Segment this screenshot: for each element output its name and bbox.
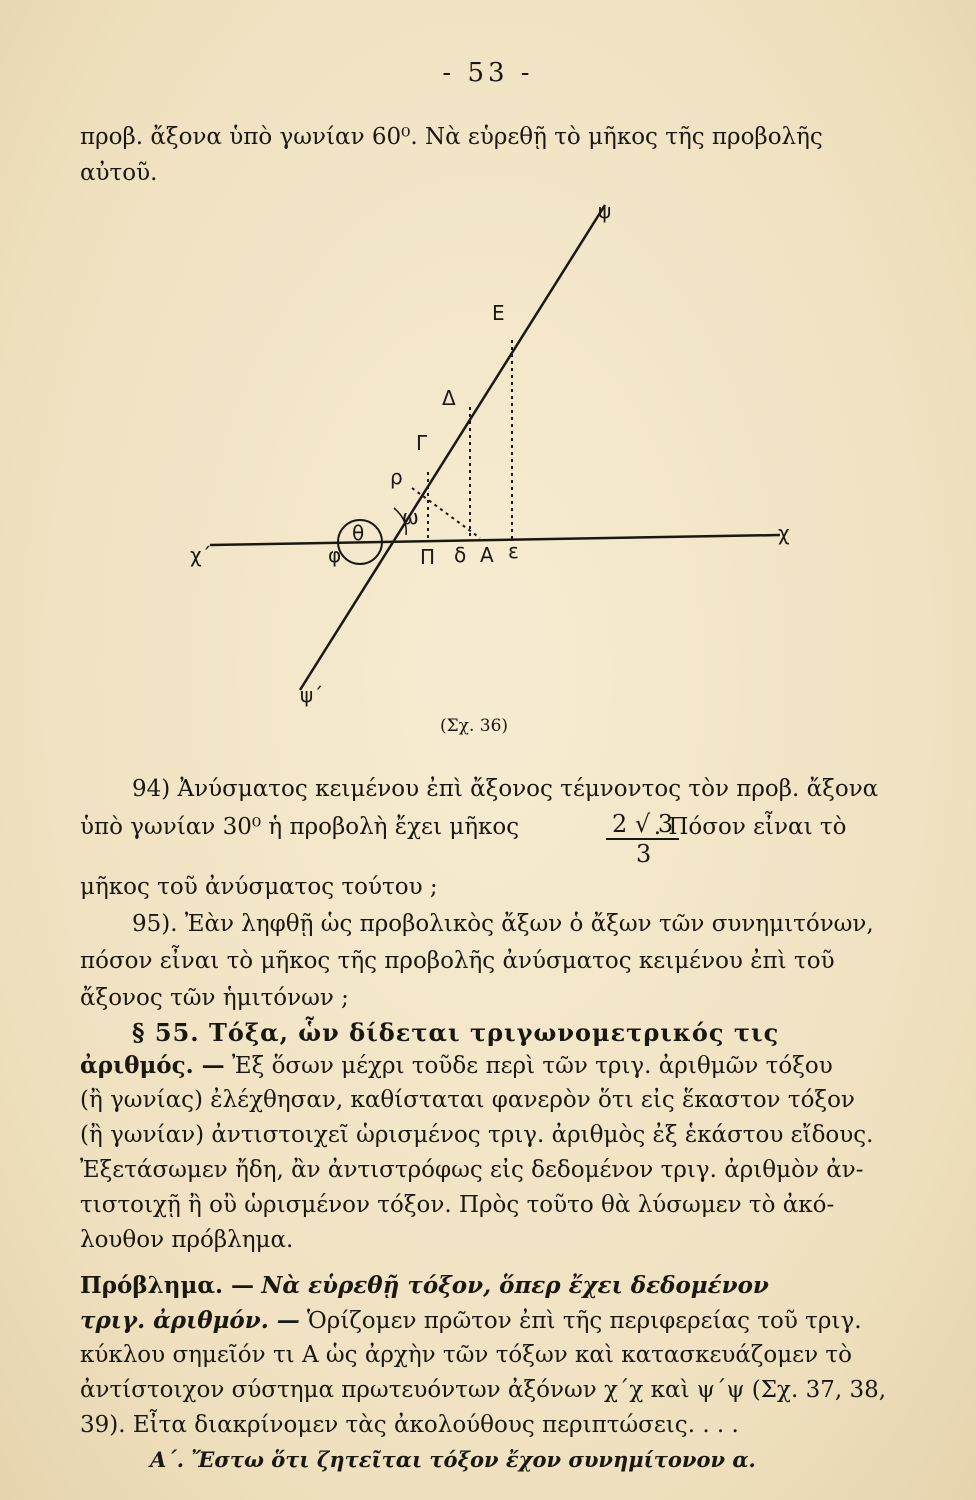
figure-caption: (Σχ. 36) <box>440 716 509 736</box>
section-heading: § 55. Τόξα, ὧν δίδεται τριγωνομετρικός τις <box>132 1018 780 1047</box>
text-line: αὐτοῦ. <box>80 160 158 186</box>
label-theta: θ <box>352 521 365 545</box>
figure-36-diagram <box>180 190 820 750</box>
text-line <box>80 1307 920 1334</box>
label-E: Ε <box>492 301 505 325</box>
problem-heading: Πρόβλημα. — <box>80 1272 255 1299</box>
figure-36 <box>180 190 820 750</box>
text-line: 95). Ἐὰν ληφθῇ ὡς προβολικὸς ἄξων ὁ ἄξων τῶν συνημιτόνων, <box>132 911 874 937</box>
text-line: Α΄. Ἔστω ὅτι ζητεῖται τόξον ἔχον συνημίτονον α. <box>150 1447 756 1472</box>
page-number: - 53 - <box>442 58 534 88</box>
text-line: πόσον εἶναι τὸ μῆκος τῆς προβολῆς ἀνύσματος κειμένου ἐπὶ τοῦ <box>80 948 835 974</box>
text-line: 94) Ἀνύσματος κειμένου ἐπὶ ἄξονος τέμνοντος τὸν προβ. ἄξονα <box>132 776 879 802</box>
text-line: 39). Εἶτα διακρίνομεν τὰς ἀκολούθους περιπτώσεις. . . . <box>80 1412 739 1438</box>
label-rho: ρ <box>390 465 403 489</box>
text-line: μῆκος τοῦ ἀνύσματος τούτου ; <box>80 874 438 900</box>
label-psi-prime: ψ΄ <box>300 683 324 707</box>
text-line: (ἢ γωνίας) ἐλέχθησαν, καθίσταται φανερὸν ὅτι εἰς ἕκαστον τόξον <box>80 1087 855 1113</box>
label-delta: δ <box>454 543 467 567</box>
text-line <box>80 1272 920 1299</box>
text-span: Ὁρίζομεν πρῶτον ἐπὶ τῆς περιφερείας τοῦ τριγ. <box>307 1308 862 1334</box>
x-axis-line <box>210 535 780 545</box>
psi-axis-line <box>300 205 605 690</box>
problem-statement: Νὰ εὑρεθῇ τόξον, ὅπερ ἔχει δεδομένον <box>261 1272 769 1299</box>
label-chi-prime: χ΄ <box>190 543 212 567</box>
fraction-denominator: 3 <box>636 840 652 868</box>
text-line: λουθον πρόβλημα. <box>80 1227 294 1253</box>
label-e: ε <box>508 539 519 563</box>
text-line: ἀντίστοιχον σύστημα πρωτευόντων ἀξόνων χ΄χ καὶ ψ΄ψ (Σχ. 37, 38, <box>80 1377 887 1403</box>
label-Pi: Π <box>420 545 436 569</box>
label-omega: ω <box>402 505 419 529</box>
label-psi: ψ <box>598 199 612 223</box>
label-Delta: Δ <box>442 386 456 410</box>
label-phi: φ <box>328 543 342 567</box>
label-A: Α <box>480 543 494 567</box>
text-line <box>80 124 920 150</box>
text-line: τιστοιχῇ ἢ οὒ ὡρισμένον τόξον. Πρὸς τοῦτο θὰ λύσωμεν τὸ ἀκό- <box>80 1192 835 1218</box>
problem-statement: τριγ. ἀριθμόν. — <box>80 1307 300 1334</box>
fraction-numerator: 2 √ 3 <box>606 810 679 840</box>
section-heading-cont: ἀριθμός. — <box>80 1052 225 1079</box>
text-span: ὑπὸ γωνίαν 30⁰ ἡ προβολὴ ἔχει μῆκος <box>80 814 520 840</box>
text-span: . Πόσον εἶναι τὸ <box>653 814 847 840</box>
text-span: προβ. ἄξονα ὑπὸ γωνίαν 60⁰. Νὰ εὑρεθῇ τὸ μῆκος τῆς προβολῆς <box>80 124 823 150</box>
text-line <box>80 814 920 840</box>
text-line: (ἢ γωνίαν) ἀντιστοιχεῖ ὡρισμένος τριγ. ἀριθμὸς ἐξ ἑκάστου εἴδους. <box>80 1122 874 1148</box>
text-line: κύκλου σημεῖόν τι Α ὡς ἀρχὴν τῶν τόξων καὶ κατασκευάζομεν τὸ <box>80 1342 852 1368</box>
label-chi: χ <box>778 521 790 545</box>
label-Gamma: Γ <box>416 431 428 455</box>
text-line: Ἐξετάσωμεν ἤδη, ἂν ἀντιστρόφως εἰς δεδομένον τριγ. ἀριθμὸν ἀν- <box>80 1157 864 1183</box>
text-span: Ἐξ ὅσων μέχρι τοῦδε περὶ τῶν τριγ. ἀριθμῶν τόξου <box>231 1053 833 1079</box>
text-line: ἄξονος τῶν ἡμιτόνων ; <box>80 985 349 1011</box>
text-line <box>80 1052 920 1079</box>
